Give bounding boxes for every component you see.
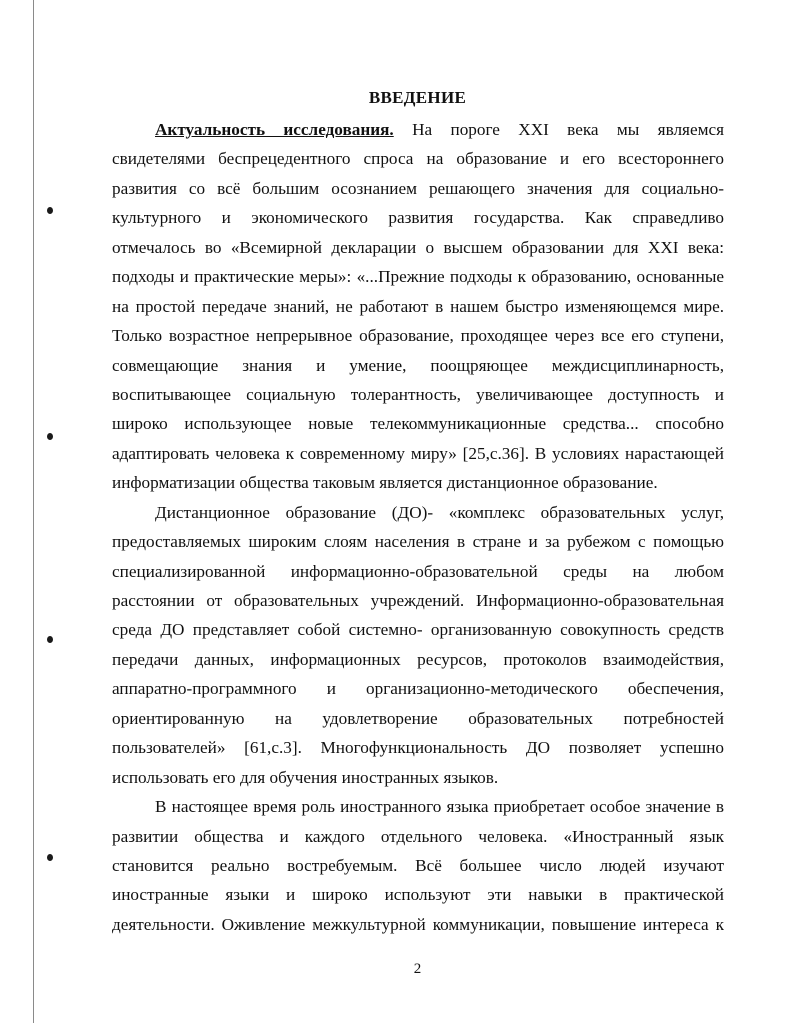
- page-number: 2: [413, 961, 422, 977]
- binding-hole-mark: [47, 433, 53, 440]
- text-line: среда ДО представляет собой системно- организованную совокупность средств: [112, 620, 724, 640]
- binding-hole-mark: [47, 636, 53, 643]
- text-line: развитии общества и каждого отдельного человека. «Иностранный язык: [112, 826, 724, 846]
- text-line: ориентированную на удовлетворение образовательных потребностей: [112, 708, 724, 728]
- binding-hole-mark: [47, 207, 53, 214]
- lead-phrase: Актуальность исследования.: [155, 120, 394, 139]
- text-line: становится реально востребуемым. Всё большее число людей изучают: [112, 855, 724, 875]
- text-line: информатизации общества таковым является дистанционное образование.: [112, 473, 658, 493]
- text-line: специализированной информационно-образовательной среды на любом: [112, 561, 724, 581]
- text-line: деятельности. Оживление межкультурной коммуникации, повышение интереса к: [112, 914, 724, 934]
- text-line: пользователей» [61,с.3]. Многофункциональность ДО позволяет успешно: [112, 738, 724, 758]
- body-text: [112, 115, 724, 939]
- text-line: подходы и практические меры»: «...Прежние подходы к образованию, основанные: [112, 267, 724, 287]
- text-line: расстоянии от образовательных учреждений. Информационно-образовательная: [112, 591, 724, 610]
- text-line: на простой передаче знаний, не работают в нашем быстро изменяющемся мире.: [112, 296, 724, 316]
- text-line: Только возрастное непрерывное образование, проходящее через все его ступени,: [112, 326, 724, 346]
- text-line: отмечалось во «Всемирной декларации о высшем образовании для XXI века:: [112, 237, 724, 257]
- page-title: ВВЕДЕНИЕ: [368, 88, 467, 107]
- text-line: Дистанционное образование (ДО)- «комплекс образовательных услуг,: [155, 502, 724, 522]
- text-line: предоставляемых широким слоям населения в стране и за рубежом с помощью: [112, 532, 724, 552]
- text-line: воспитывающее социальную толерантность, увеличивающее доступность и: [112, 384, 724, 404]
- text-line: совмещающие знания и умение, поощряющее междисциплинарность,: [112, 355, 724, 375]
- text-line: свидетелями беспрецедентного спроса на образование и его всестороннего: [112, 149, 724, 169]
- text-line: Актуальность исследования. На пороге XXI века мы являемся: [155, 120, 724, 139]
- text-line: иностранные языки и широко используют эти навыки в практической: [112, 885, 724, 905]
- text-line: В настоящее время роль иностранного языка приобретает особое значение в: [155, 797, 724, 817]
- text-line: широко использующее новые телекоммуникационные средства... способно: [112, 414, 724, 434]
- text-line: передачи данных, информационных ресурсов, протоколов взаимодействия,: [112, 649, 724, 669]
- text-line: аппаратно-программного и организационно-методического обеспечения,: [112, 679, 724, 699]
- text-line: культурного и экономического развития государства. Как справедливо: [112, 208, 724, 228]
- text-line: использовать его для обучения иностранных языков.: [112, 767, 499, 787]
- text-line: адаптировать человека к современному миру» [25,с.36]. В условиях нарастающей: [112, 443, 724, 463]
- text-line: развития со всё большим осознанием решающего значения для социально-: [112, 178, 724, 198]
- scan-edge-line: [33, 0, 34, 1023]
- binding-hole-mark: [47, 854, 53, 861]
